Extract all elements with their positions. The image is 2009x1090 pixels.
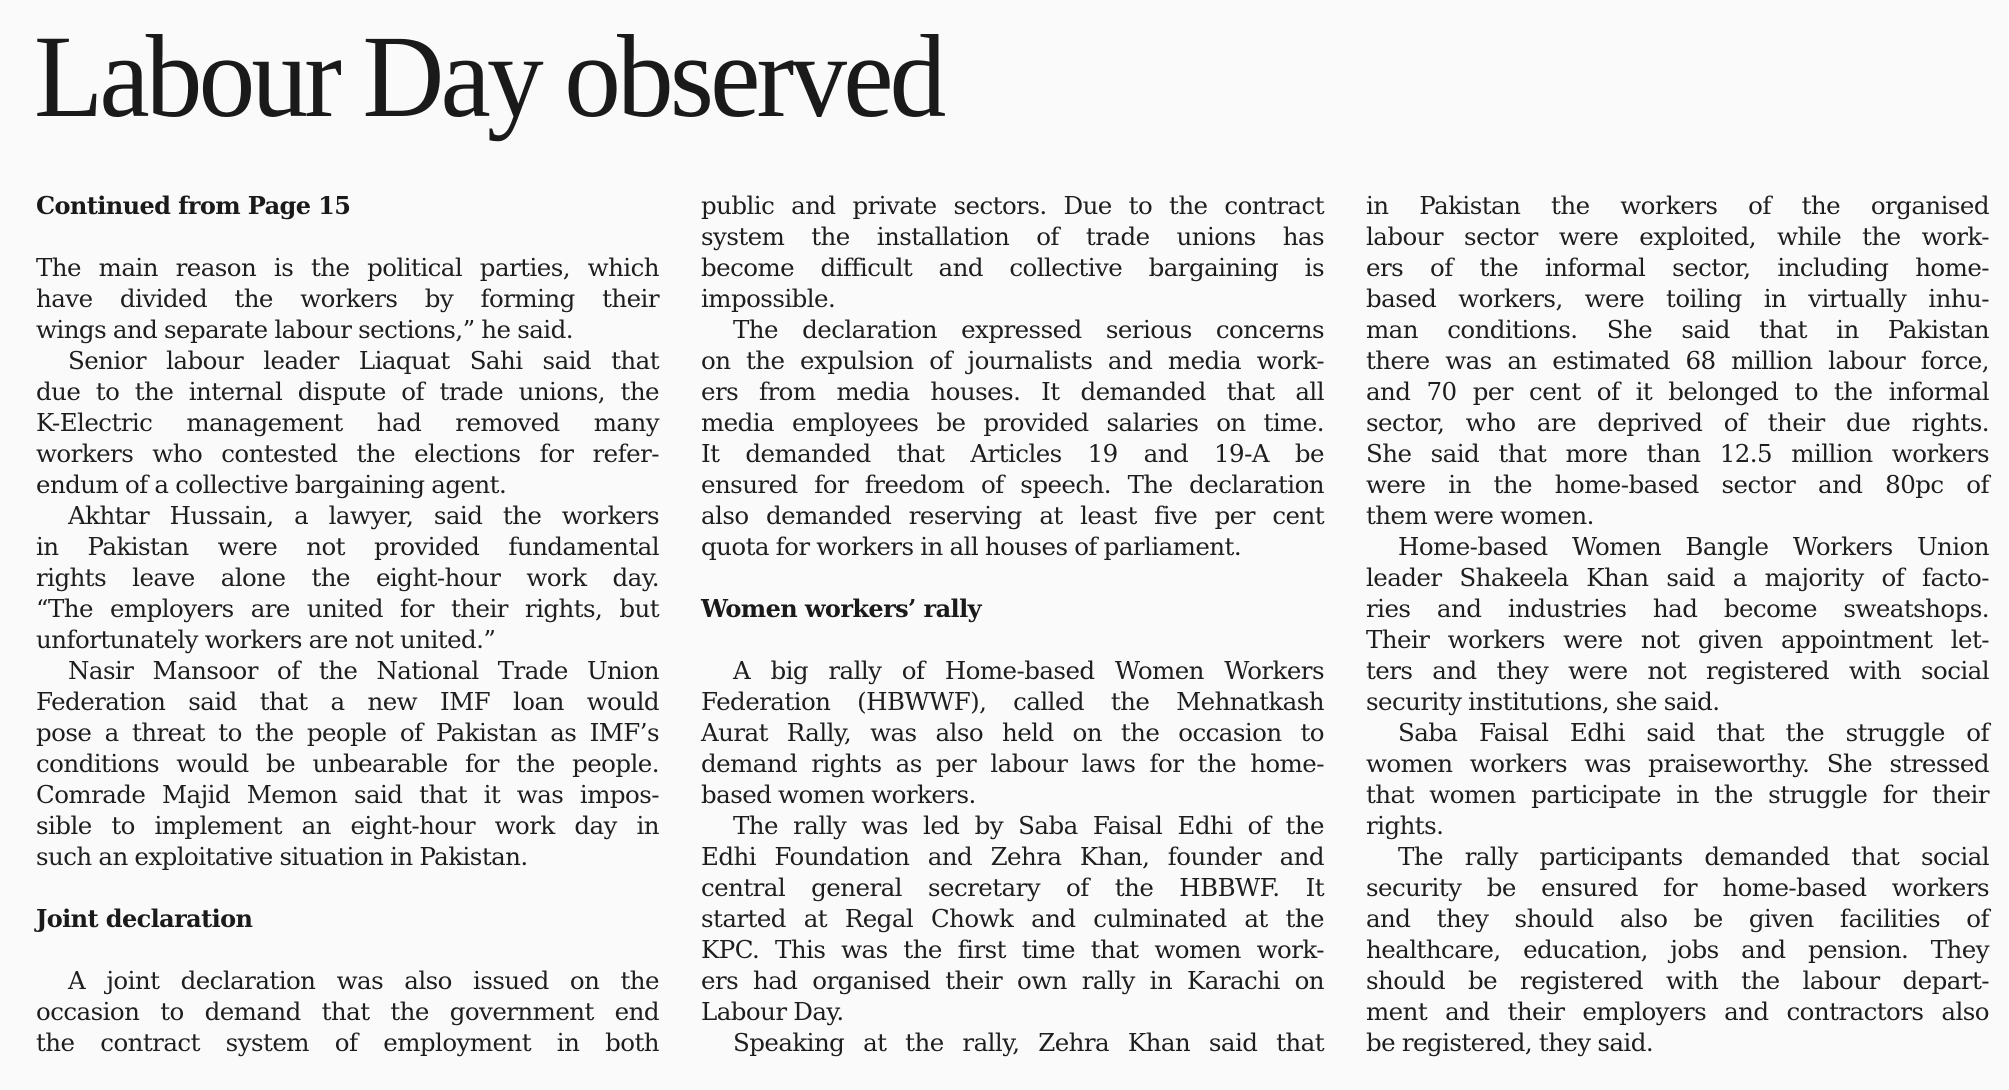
text-line: leader Shakeela Khan said a majority of facto- — [1366, 563, 1989, 592]
text-line: K-Electric management had removed many — [36, 408, 659, 437]
text-line: ensured for freedom of speech. The declaration — [701, 470, 1324, 499]
text-line: based women workers. — [701, 780, 976, 809]
text-line: based workers, were toiling in virtually inhu- — [1366, 284, 1989, 313]
text-line: Their workers were not given appointment let- — [1366, 625, 1989, 654]
section-subhead: Women workers’ rally — [701, 594, 981, 623]
text-line: “The employers are united for their rights, but — [36, 594, 659, 623]
text-line: such an exploitative situation in Pakistan. — [36, 842, 528, 871]
article-paragraph — [701, 314, 1324, 562]
text-line: in Pakistan were not provided fundamental — [36, 532, 659, 561]
text-line: demand rights as per labour laws for the home- — [701, 749, 1324, 778]
article-paragraph — [36, 252, 659, 345]
text-line: conditions would be unbearable for the people. — [36, 749, 659, 778]
article-paragraph — [36, 500, 659, 655]
article-paragraph — [36, 345, 659, 500]
section-subhead: Joint declaration — [36, 904, 253, 933]
text-line: the contract system of employment in both — [36, 1028, 659, 1057]
text-line: ries and industries had become sweatshops. — [1366, 594, 1989, 623]
text-line: Labour Day. — [701, 997, 844, 1026]
text-line: and they should also be given facilities of — [1366, 904, 1989, 933]
text-line: ment and their employers and contractors also — [1366, 997, 1989, 1026]
text-line: wings and separate labour sections,” he said. — [36, 315, 573, 344]
text-line: should be registered with the labour depart- — [1366, 966, 1989, 995]
text-line: Federation (HBWWF), called the Mehnatkash — [701, 687, 1324, 716]
text-line: quota for workers in all houses of parliament. — [701, 532, 1242, 561]
text-line: Aurat Rally, was also held on the occasion to — [701, 718, 1324, 747]
text-line: KPC. This was the first time that women work- — [701, 935, 1324, 964]
text-line: security institutions, she said. — [1366, 687, 1720, 716]
article-headline: Labour Day observed — [34, 11, 943, 142]
article-paragraph — [1366, 531, 1989, 717]
text-line: were in the home-based sector and 80pc of — [1366, 470, 1989, 499]
text-line: Nasir Mansoor of the National Trade Union — [68, 656, 659, 685]
text-line: rights. — [1366, 811, 1444, 840]
text-line: become difficult and collective bargaining is — [701, 253, 1324, 282]
text-line: security be ensured for home-based workers — [1366, 873, 1989, 902]
text-line: pose a threat to the people of Pakistan as IMF’s — [36, 718, 659, 747]
text-line: media employees be provided salaries on time. — [701, 408, 1324, 437]
text-line: occasion to demand that the government end — [36, 997, 659, 1026]
text-line: Speaking at the rally, Zehra Khan said that — [733, 1028, 1324, 1057]
column-2 — [701, 190, 1324, 1058]
text-line: It demanded that Articles 19 and 19-A be — [701, 439, 1324, 468]
text-line: A joint declaration was also issued on the — [68, 966, 659, 995]
text-line: Edhi Foundation and Zehra Khan, founder and — [701, 842, 1324, 871]
text-line: sector, who are deprived of their due rights. — [1366, 408, 1989, 437]
text-line: women workers was praiseworthy. She stressed — [1366, 749, 1989, 778]
text-line: central general secretary of the HBBWF. It — [701, 873, 1324, 902]
text-line: have divided the workers by forming their — [36, 284, 659, 313]
text-line: The main reason is the political parties, which — [36, 253, 659, 282]
article-paragraph — [1366, 190, 1989, 531]
text-line: that women participate in the struggle for their — [1366, 780, 1989, 809]
article-paragraph — [701, 655, 1324, 810]
text-line: also demanded reserving at least five per cent — [701, 501, 1324, 530]
text-line: unfortunately workers are not united.” — [36, 625, 496, 654]
article-paragraph — [36, 965, 659, 1058]
text-line: workers who contested the elections for refer- — [36, 439, 659, 468]
text-line: healthcare, education, jobs and pension. They — [1366, 935, 1989, 964]
article-paragraph — [701, 1027, 1324, 1058]
article-paragraph — [701, 190, 1324, 314]
text-line: ers had organised their own rally in Karachi on — [701, 966, 1324, 995]
text-line: Federation said that a new IMF loan would — [36, 687, 659, 716]
column-1 — [36, 190, 659, 1058]
text-line: system the installation of trade unions has — [701, 222, 1324, 251]
text-line: and 70 per cent of it belonged to the informal — [1366, 377, 1989, 406]
text-line: ters and they were not registered with social — [1366, 656, 1989, 685]
text-line: public and private sectors. Due to the contract — [701, 191, 1324, 220]
text-line: there was an estimated 68 million labour force, — [1366, 346, 1989, 375]
text-line: in Pakistan the workers of the organised — [1366, 191, 1989, 220]
article-body — [36, 190, 1989, 1058]
text-line: man conditions. She said that in Pakistan — [1366, 315, 1989, 344]
text-line: She said that more than 12.5 million workers — [1366, 439, 1989, 468]
column-3 — [1366, 190, 1989, 1058]
text-line: due to the internal dispute of trade unions, the — [36, 377, 659, 406]
article-paragraph — [701, 810, 1324, 1027]
text-line: A big rally of Home-based Women Workers — [733, 656, 1324, 685]
text-line: sible to implement an eight-hour work day in — [36, 811, 659, 840]
text-line: Comrade Majid Memon said that it was impos- — [36, 780, 659, 809]
text-line: ers of the informal sector, including home- — [1366, 253, 1989, 282]
text-line: Saba Faisal Edhi said that the struggle of — [1398, 718, 1989, 747]
text-line: Akhtar Hussain, a lawyer, said the workers — [68, 501, 659, 530]
text-line: The declaration expressed serious concerns — [733, 315, 1324, 344]
article-paragraph — [1366, 717, 1989, 841]
text-line: them were women. — [1366, 501, 1594, 530]
text-line: started at Regal Chowk and culminated at the — [701, 904, 1324, 933]
section-subhead: Continued from Page 15 — [36, 191, 351, 220]
text-line: ers from media houses. It demanded that all — [701, 377, 1324, 406]
text-line: rights leave alone the eight-hour work day. — [36, 563, 659, 592]
text-line: on the expulsion of journalists and media work- — [701, 346, 1324, 375]
text-line: The rally participants demanded that social — [1398, 842, 1989, 871]
text-line: impossible. — [701, 284, 836, 313]
text-line: Home-based Women Bangle Workers Union — [1398, 532, 1989, 561]
text-line: be registered, they said. — [1366, 1028, 1654, 1057]
text-line: labour sector were exploited, while the work- — [1366, 222, 1989, 251]
text-line: endum of a collective bargaining agent. — [36, 470, 507, 499]
text-line: The rally was led by Saba Faisal Edhi of the — [733, 811, 1324, 840]
article-paragraph — [1366, 841, 1989, 1058]
article-paragraph — [36, 655, 659, 872]
text-line: Senior labour leader Liaquat Sahi said that — [68, 346, 659, 375]
